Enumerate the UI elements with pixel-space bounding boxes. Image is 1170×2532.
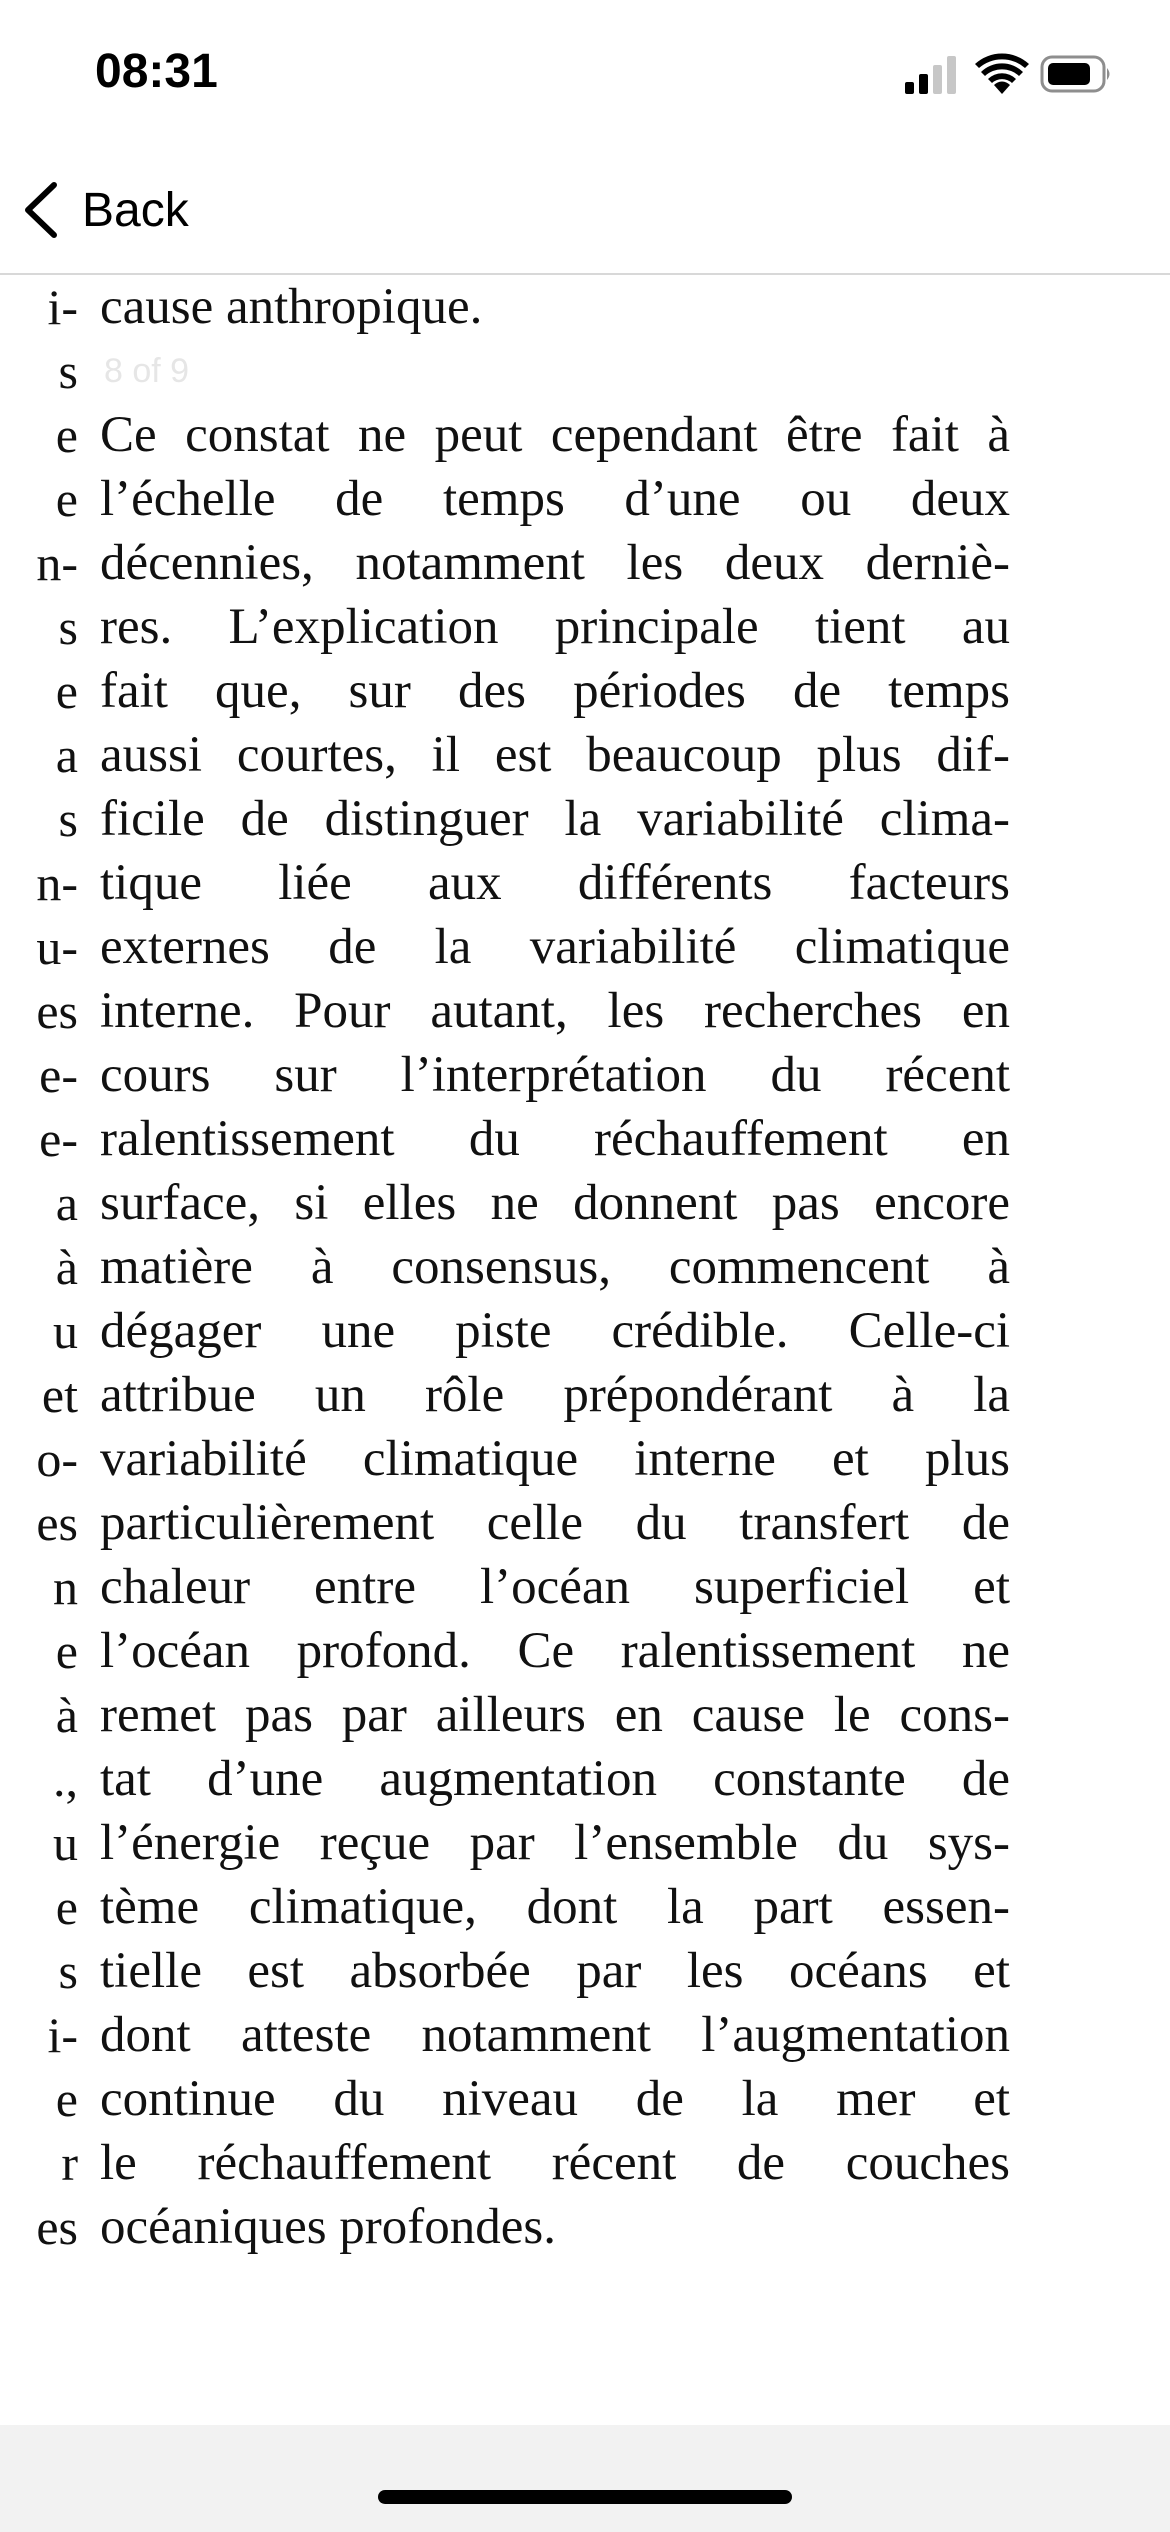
text-line: tique liée aux différents facteurs xyxy=(100,855,1010,911)
page-edge-fragment: e xyxy=(55,663,78,719)
text-line: ralentissement du réchauffement en xyxy=(100,1111,1010,1167)
previous-page-edge xyxy=(0,275,78,2275)
text-line: attribue un rôle prépondérant à la xyxy=(100,1367,1010,1423)
status-time: 08:31 xyxy=(95,45,218,98)
text-line: externes de la variabilité climatique xyxy=(100,919,1010,975)
cellular-signal-icon xyxy=(905,56,957,94)
back-button[interactable] xyxy=(22,170,189,250)
page-edge-fragment: à xyxy=(55,1687,78,1743)
text-line: remet pas par ailleurs en cause le cons- xyxy=(100,1687,1010,1743)
page-edge-fragment: e xyxy=(55,2071,78,2127)
text-line: tat d’une augmentation constante de xyxy=(100,1751,1010,1807)
text-line: aussi courtes, il est beaucoup plus dif- xyxy=(100,727,1010,783)
page-edge-fragment: a xyxy=(55,1175,78,1231)
text-line: l’énergie reçue par l’ensemble du sys- xyxy=(100,1815,1010,1871)
text-line: décennies, notamment les deux derniè- xyxy=(100,535,1010,591)
home-indicator[interactable] xyxy=(378,2490,792,2504)
battery-icon xyxy=(1040,55,1112,93)
text-line: cours sur l’interprétation du récent xyxy=(100,1047,1010,1103)
page-edge-fragment: s xyxy=(58,599,78,655)
text-line: cause anthropique. xyxy=(100,279,483,335)
page-edge-fragment: es xyxy=(36,1495,78,1551)
page-edge-fragment: n- xyxy=(36,855,78,911)
page-text xyxy=(100,275,1010,2259)
page-edge-fragment: e xyxy=(55,471,78,527)
text-line: variabilité climatique interne et plus xyxy=(100,1431,1010,1487)
text-line: le réchauffement récent de couches xyxy=(100,2135,1010,2191)
text-line: interne. Pour autant, les recherches en xyxy=(100,983,1010,1039)
page-edge-fragment: u- xyxy=(36,919,78,975)
page-edge-fragment: et xyxy=(41,1367,78,1423)
wifi-icon xyxy=(975,50,1029,94)
text-line: l’échelle de temps d’une ou deux xyxy=(100,471,1010,527)
page-edge-fragment: o- xyxy=(36,1431,78,1487)
text-line: l’océan profond. Ce ralentissement ne xyxy=(100,1623,1010,1679)
page-edge-fragment: s xyxy=(58,1943,78,1999)
page-indicator: 8 of 9 xyxy=(104,352,190,390)
text-line: Ce constat ne peut cependant être fait à xyxy=(100,407,1010,463)
page-edge-fragment: es xyxy=(36,2199,78,2255)
page-edge-fragment: i- xyxy=(47,279,78,335)
page-edge-fragment: u xyxy=(53,1815,78,1871)
text-line: matière à consensus, commencent à xyxy=(100,1239,1010,1295)
paragraph xyxy=(100,403,1010,2259)
page-edge-fragment: e- xyxy=(39,1047,78,1103)
text-line: continue du niveau de la mer et xyxy=(100,2071,1010,2127)
status-bar xyxy=(0,0,1170,150)
page-edge-fragment: à xyxy=(55,1239,78,1295)
text-line: tielle est absorbée par les océans et xyxy=(100,1943,1010,1999)
page-edge-fragment: e- xyxy=(39,1111,78,1167)
navigation-bar xyxy=(0,150,1170,275)
text-line: dégager une piste crédible. Celle-ci xyxy=(100,1303,1010,1359)
page-edge-fragment: a xyxy=(55,727,78,783)
chevron-left-icon xyxy=(22,181,60,239)
text-line: chaleur entre l’océan superficiel et xyxy=(100,1559,1010,1615)
text-line: surface, si elles ne donnent pas encore xyxy=(100,1175,1010,1231)
page-edge-fragment: e xyxy=(55,1623,78,1679)
page-edge-fragment: es xyxy=(36,983,78,1039)
page-edge-fragment: n- xyxy=(36,535,78,591)
bottom-safe-area xyxy=(0,2425,1170,2532)
page-edge-fragment: i- xyxy=(47,2007,78,2063)
page-edge-fragment: s xyxy=(58,791,78,847)
page-edge-fragment: u xyxy=(53,1303,78,1359)
reader-page[interactable] xyxy=(0,275,1170,2425)
page-edge-fragment: ., xyxy=(53,1751,78,1807)
page-edge-fragment: s xyxy=(58,343,78,399)
page-edge-fragment: r xyxy=(61,2135,78,2191)
text-line: océaniques profondes. xyxy=(100,2199,557,2255)
text-line: dont atteste notamment l’augmentation xyxy=(100,2007,1010,2063)
text-line: tème climatique, dont la part essen- xyxy=(100,1879,1010,1935)
text-line: fait que, sur des périodes de temps xyxy=(100,663,1010,719)
page-edge-fragment: e xyxy=(55,1879,78,1935)
text-line: particulièrement celle du transfert de xyxy=(100,1495,1010,1551)
text-line: res. L’explication principale tient au xyxy=(100,599,1010,655)
back-label: Back xyxy=(82,183,189,237)
page-edge-fragment: n xyxy=(53,1559,78,1615)
text-line: ficile de distinguer la variabilité clima- xyxy=(100,791,1010,847)
page-edge-fragment: e xyxy=(55,407,78,463)
